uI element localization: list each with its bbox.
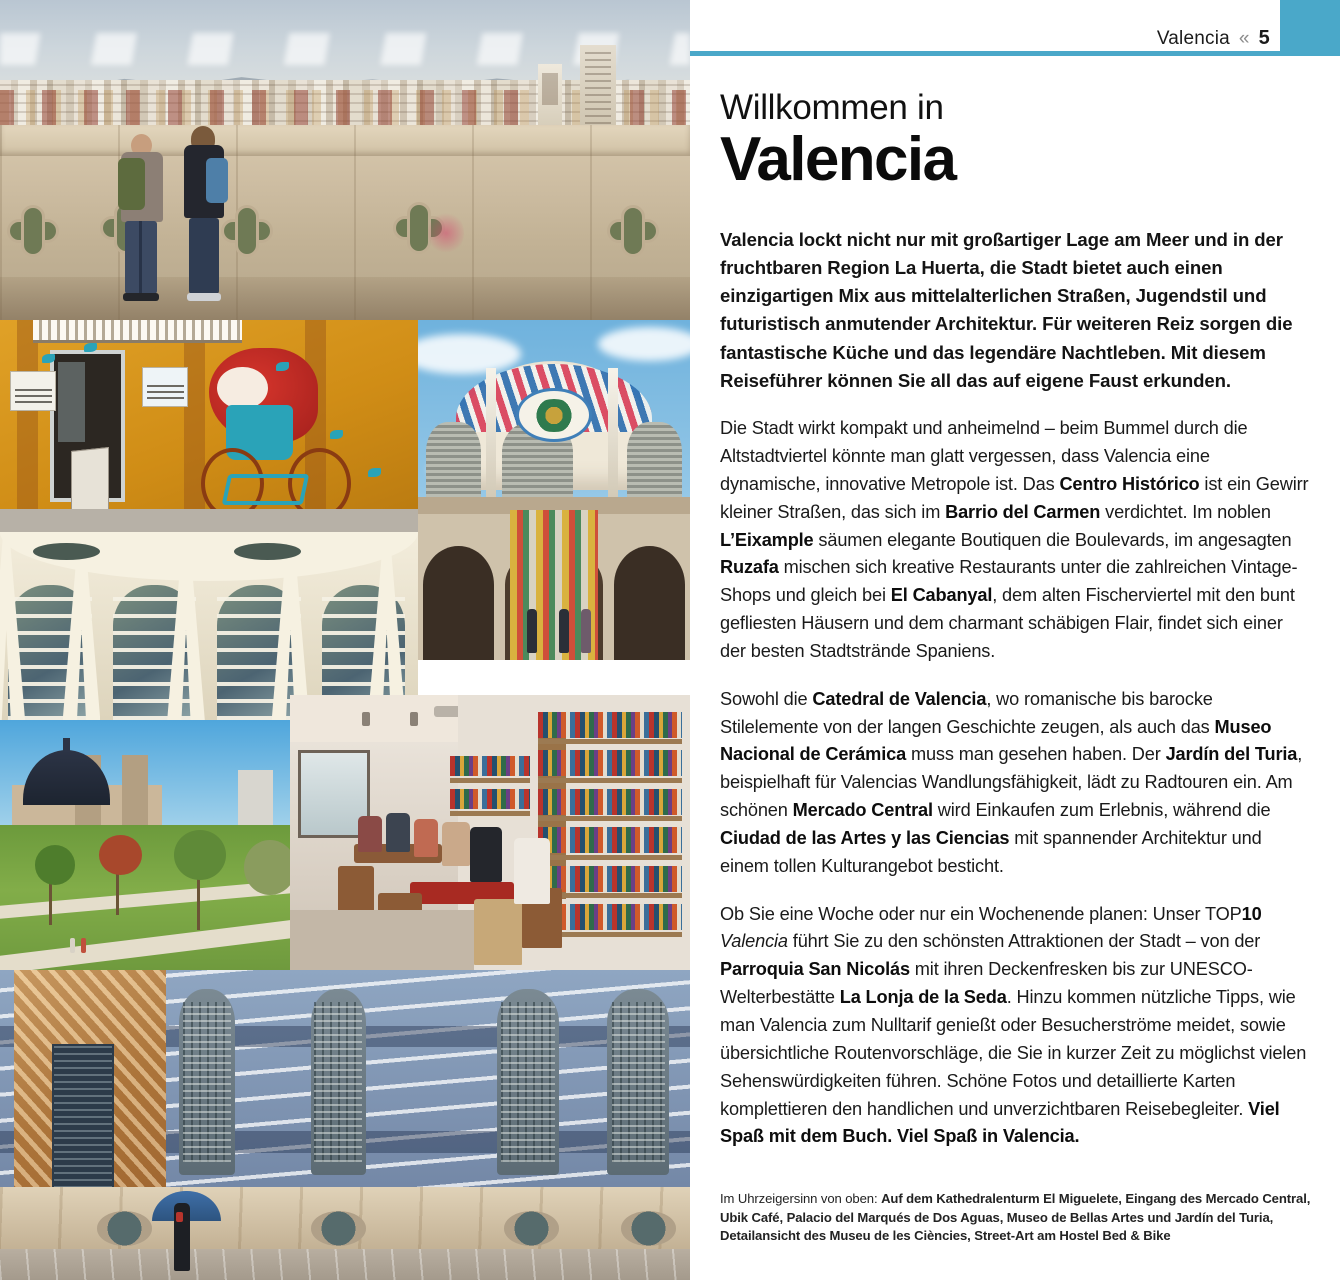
cafe-chair bbox=[338, 866, 374, 916]
cafe-guest bbox=[414, 819, 438, 858]
cafe-chair bbox=[474, 899, 522, 965]
archway bbox=[423, 546, 494, 660]
park-tree bbox=[35, 845, 76, 885]
column bbox=[608, 368, 618, 511]
book-row bbox=[538, 789, 682, 815]
paragraph-intro-districts: Die Stadt wirkt kompakt und anheimelnd – beim Bummel durch die Altstadtviertel könnte man glatt vergessen, dass Valencia eine dynamische, innovative Metropole ist. Das Centro Histórico ist ein Gewirr kleiner Straßen, das sich im Barrio del Carmen verdichtet. Im noblen L’Eixample säumen elegante Boutiquen die Boulevards, im angesagten Ruzafa mischen sich kreative Restaurants unter die zahlreichen Vintage-Shops und gleich bei El Cabanyal, dem alten Fischerviertel mit den bunt gefliesten Häusern und dem charmant schäbigen Flair, findet sich einer der besten Stadtstrände Spaniens. bbox=[720, 418, 1309, 661]
wall-sign bbox=[10, 371, 56, 411]
text-column bbox=[690, 0, 1340, 1280]
basement-vent bbox=[504, 1211, 559, 1246]
ceramic-medallion bbox=[516, 388, 592, 442]
mural-girl-face bbox=[217, 367, 267, 409]
louver-window bbox=[426, 422, 480, 497]
column bbox=[486, 368, 496, 511]
page-number: 5 bbox=[1258, 27, 1270, 49]
article-body bbox=[690, 56, 1340, 1151]
paragraph-sights: Sowohl die Catedral de Valencia, wo romanische bis barocke Stilelemente von der langen Geschichte zeugen, als auch das Museo Nacional de Cerámica muss man gesehen haben. Der Jardín del Turia, beispielhaft für Valencias Wandlungsfähigkeit, lädt zu Radtouren ein. Am schönen Mercado Central wird Einkaufen zum Erlebnis, während die Ciudad de las Artes y las Ciencias mit spannender Architektur und einem tollen Kulturangebot besticht. bbox=[720, 688, 1303, 876]
page-title: Valencia bbox=[720, 125, 956, 195]
book-row bbox=[538, 827, 682, 853]
city-tower-a bbox=[538, 64, 562, 128]
shopper bbox=[527, 609, 537, 653]
photo-jardin-del-turia bbox=[0, 720, 290, 970]
tourist-man bbox=[117, 134, 167, 300]
mural-bicycle bbox=[201, 434, 351, 519]
photo-museu-ciencies bbox=[0, 532, 418, 720]
pedestrian bbox=[174, 1203, 191, 1271]
basement-vent bbox=[97, 1211, 152, 1246]
caption-items: Auf dem Kathedralenturm El Miguelete, Eingang des Mercado Central, Ubik Café, Palacio del Marqués de Dos Aguas, Museo de Bellas Artes und Jardín del Turia, Detailansicht des Museu de les Ciències, Street-Art am Hostel Bed & Bike bbox=[720, 1191, 1311, 1244]
accent-rule bbox=[690, 51, 1340, 56]
cafe-guest bbox=[442, 822, 470, 866]
park-tree bbox=[244, 840, 290, 895]
shopper bbox=[559, 609, 569, 653]
city-tower-b bbox=[580, 45, 616, 128]
cafe-guest bbox=[470, 827, 502, 882]
basement-vent bbox=[311, 1211, 366, 1246]
cafe-guest-reading bbox=[514, 838, 550, 904]
basement-vent bbox=[621, 1211, 676, 1246]
shopper bbox=[581, 609, 591, 653]
park-visitor bbox=[70, 938, 75, 953]
cafe-floor bbox=[290, 910, 474, 971]
cafe-guest bbox=[386, 813, 410, 852]
running-head-title: Valencia bbox=[1156, 28, 1230, 49]
tourist-woman bbox=[179, 128, 231, 301]
lead-paragraph: Valencia lockt nicht nur mit großartiger Lage am Meer und in der fruchtbaren Region La Huerta, die Stadt bietet auch einen einzigartigen Mix aus mittelalterlichen Straßen, Jugendstil und futuristisch anmutender Architektur. Für weiteren Reiz sorgen die fantastische Küche und das legendäre Nachtleben. Mit diesem Reiseführer können Sie all das auf eigene Faust erkunden. bbox=[720, 228, 1293, 391]
wall-sign bbox=[142, 367, 188, 407]
book-row bbox=[450, 756, 530, 776]
awning bbox=[33, 320, 242, 343]
museum-tower bbox=[122, 755, 148, 830]
archway bbox=[614, 546, 685, 660]
photo-cathedral-tower bbox=[0, 0, 690, 320]
louver-window bbox=[627, 422, 681, 497]
park-tree bbox=[174, 830, 226, 880]
cafe-guest bbox=[358, 816, 382, 852]
pavement bbox=[0, 509, 418, 532]
wrought-iron-grille bbox=[497, 989, 559, 1175]
wrought-iron-grille bbox=[311, 989, 366, 1175]
photo-street-art-hostel bbox=[0, 320, 418, 532]
paragraph-guide-usage: Ob Sie eine Woche oder nur ein Wochenende planen: Unser TOP10 Valencia führt Sie zu den schönsten Attraktionen der Stadt – von der Parroquia San Nicolás mit ihren Deckenfresken bis zur UNESCO-Welterbestätte La Lonja de la Seda. Hinzu kommen nützliche Tipps, wie man Valencia zum Nulltarif genießt oder Besucherströme meidet, sowie übersichtliche Routenvorschläge, die Sie in kurzer Zeit zu möglichst vielen Sehenswürdigkeiten führen. Schöne Fotos und detaillierte Karten komplettieren den handlichen und unverzichtbaren Reisebegleiter. Viel Spaß mit dem Buch. Viel Spaß in Valencia. bbox=[720, 903, 1307, 1147]
park-tree bbox=[99, 835, 143, 875]
book-row bbox=[538, 750, 682, 776]
chevron-left-icon: « bbox=[1238, 28, 1250, 49]
photo-palacio-dos-aguas bbox=[0, 970, 690, 1280]
book-row bbox=[450, 789, 530, 809]
photo-caption bbox=[720, 1190, 1312, 1246]
running-header bbox=[690, 0, 1340, 56]
accent-corner-block bbox=[1280, 0, 1340, 56]
park-visitor bbox=[81, 938, 86, 953]
quatrefoil-ornament bbox=[7, 205, 53, 251]
quatrefoil-ornament bbox=[607, 205, 653, 251]
caption-intro: Im Uhrzeigersinn von oben: bbox=[720, 1191, 882, 1207]
graffiti-mark bbox=[428, 211, 464, 255]
wrought-iron-grille bbox=[179, 989, 234, 1175]
book-row bbox=[538, 712, 682, 738]
photo-ubik-cafe bbox=[290, 695, 690, 970]
wet-pavement bbox=[0, 1249, 690, 1280]
painted-tree bbox=[17, 320, 38, 532]
title-kicker: Willkommen in bbox=[720, 88, 944, 127]
wrought-iron-grille bbox=[607, 989, 669, 1175]
photo-mercado-central bbox=[418, 320, 690, 660]
